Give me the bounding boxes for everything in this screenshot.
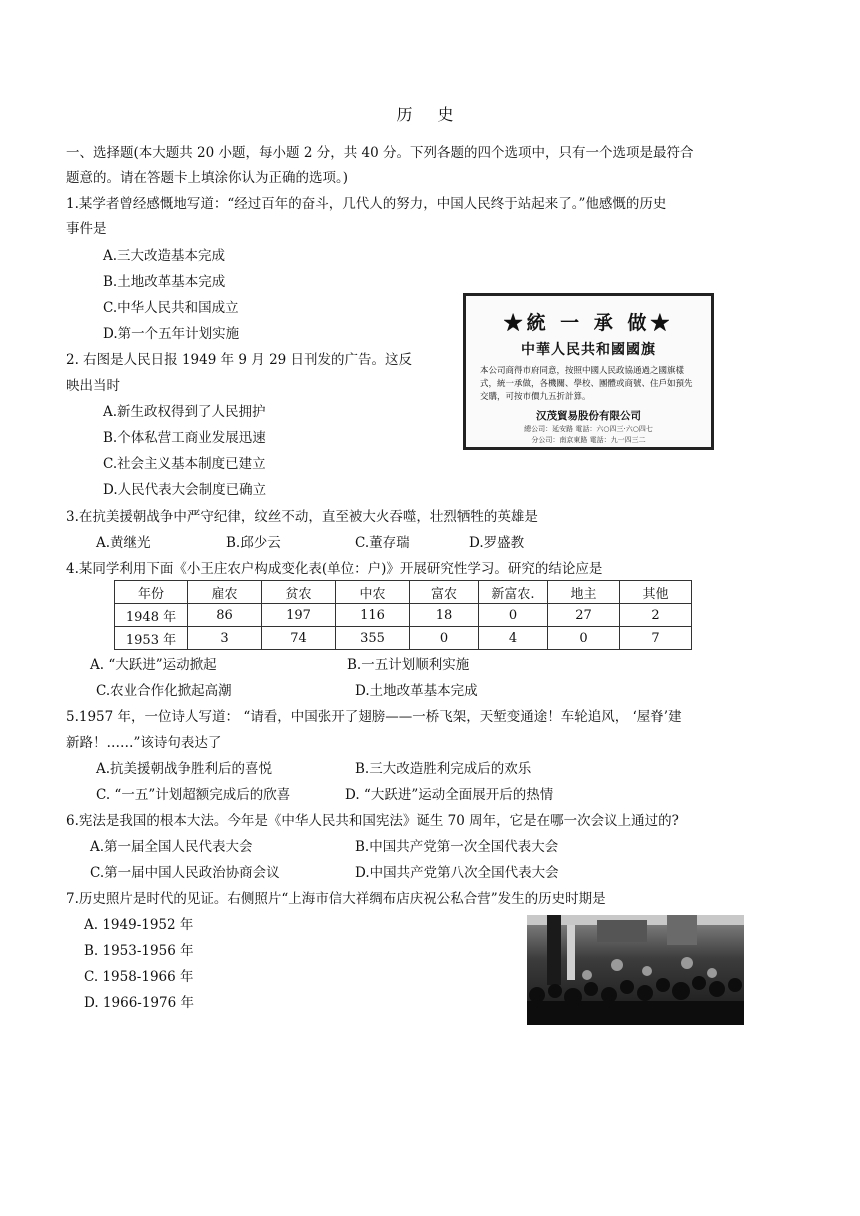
question-2-option-a: A.新生政权得到了人民拥护 (103, 404, 266, 420)
question-5-option-d: D. “大跃进”运动全面展开后的热情 (345, 787, 554, 803)
question-1-stem: 1.某学者曾经感慨地写道：“经过百年的奋斗，几代人的努力，中国人民终于站起来了。”他感慨的历史 (66, 196, 667, 212)
question-6-option-b: B.中国共产党第一次全国代表大会 (355, 839, 559, 855)
table-cell: 3 (188, 627, 262, 650)
table-cell: 116 (336, 604, 410, 627)
question-3-option-c: C.董存瑞 (355, 535, 410, 551)
question-4-option-d: D.土地改革基本完成 (355, 683, 478, 699)
table-cell: 27 (548, 604, 620, 627)
ad-address-line1: 總公司：延安路 電話：六○四三·六○四七 (524, 425, 653, 433)
question-7-stem: 7.历史照片是时代的见证。右侧照片“上海市信大祥绸布店庆祝公私合营”发生的历史时期是 (66, 891, 606, 907)
question-6-option-c: C.第一届中国人民政治协商会议 (90, 865, 280, 881)
question-2-stem: 2. 右图是人民日报 1949 年 9 月 29 日刊发的广告。这反 (66, 352, 413, 368)
question-1-option-a: A.三大改造基本完成 (103, 248, 226, 264)
question-1-option-c: C.中华人民共和国成立 (103, 300, 239, 316)
section-instruction-line1: 一、选择题(本大题共 20 小题，每小题 2 分，共 40 分。下列各题的四个选项中，只有一个选项是最符合 (66, 145, 694, 161)
table-header-cell: 地主 (548, 581, 620, 604)
question-5-option-b: B.三大改造胜利完成后的欢乐 (355, 761, 532, 777)
table-row (115, 604, 692, 627)
question-7-option-a: A. 1949-1952 年 (84, 917, 194, 933)
table-header-cell: 年份 (115, 581, 188, 604)
question-2-option-b: B.个体私营工商业发展迅速 (103, 430, 266, 446)
ad-body-text: 本公司商得市府同意，按照中國人民政協通過之國旗樣式，統一承做，各機關、學校、團體或商號、住戶如預先交購，可按市價九五折計算。 (480, 366, 693, 402)
table-cell: 1948 年 (115, 604, 188, 627)
question-4-option-a: A. “大跃进”运动掀起 (90, 657, 217, 673)
ad-company-name: 汉茂貿易股份有限公司 (536, 410, 641, 422)
table-cell: 7 (620, 627, 692, 650)
table-cell: 0 (548, 627, 620, 650)
question-3-option-a: A.黄继光 (96, 535, 151, 551)
page-title: 历 史 (396, 105, 464, 124)
question-1-option-b: B.土地改革基本完成 (103, 274, 226, 290)
question-4-stem: 4.某同学利用下面《小王庄农户构成变化表(单位：户)》开展研究性学习。研究的结论应是 (66, 561, 603, 577)
table-cell: 0 (410, 627, 479, 650)
table-cell: 197 (262, 604, 336, 627)
question-6-option-d: D.中国共产党第八次全国代表大会 (355, 865, 559, 881)
table-header-row (115, 581, 692, 604)
question-1-stem-cont: 事件是 (66, 221, 107, 237)
ad-subheadline: 中華人民共和國國旗 (521, 342, 656, 358)
section-instruction-line2: 题意的。请在答题卡上填涂你认为正确的选项。) (66, 170, 349, 186)
table-cell: 18 (410, 604, 479, 627)
table-cell: 4 (479, 627, 548, 650)
table-cell: 355 (336, 627, 410, 650)
question-7-option-c: C. 1958-1966 年 (84, 969, 194, 985)
question-7-option-d: D. 1966-1976 年 (84, 995, 194, 1011)
question-5-stem-cont: 新路！……”该诗句表达了 (66, 735, 222, 751)
table-header-cell: 雇农 (188, 581, 262, 604)
table-cell: 2 (620, 604, 692, 627)
household-composition-table (114, 580, 692, 650)
historical-photo-celebration (527, 915, 744, 1025)
question-4-option-c: C.农业合作化掀起高潮 (96, 683, 232, 699)
question-3-stem: 3.在抗美援朝战争中严守纪律，纹丝不动，直至被大火吞噬，壮烈牺牲的英雄是 (66, 509, 538, 525)
table-header-cell: 贫农 (262, 581, 336, 604)
table-header-cell: 富农 (410, 581, 479, 604)
question-6-option-a: A.第一届全国人民代表大会 (90, 839, 253, 855)
question-2-option-d: D.人民代表大会制度已确立 (103, 482, 267, 498)
table-cell: 86 (188, 604, 262, 627)
question-5-stem: 5.1957 年，一位诗人写道： “请看，中国张开了翅膀——一桥飞架，天堑变通途！车轮追风， ‘屋脊’建 (66, 709, 682, 725)
table-header-cell: 其他 (620, 581, 692, 604)
table-cell: 0 (479, 604, 548, 627)
question-7-option-b: B. 1953-1956 年 (84, 943, 194, 959)
question-5-option-c: C. “一五”计划超额完成后的欣喜 (96, 787, 291, 803)
ad-headline: ★統 一 承 做★ (503, 312, 674, 334)
question-2-option-c: C.社会主义基本制度已建立 (103, 456, 266, 472)
question-6-stem: 6.宪法是我国的根本大法。今年是《中华人民共和国宪法》诞生 70 周年，它是在哪一次会议上通过的? (66, 813, 679, 829)
question-5-option-a: A.抗美援朝战争胜利后的喜悦 (96, 761, 273, 777)
question-3-option-b: B.邱少云 (226, 535, 281, 551)
table-row (115, 627, 692, 650)
table-cell: 74 (262, 627, 336, 650)
question-1-option-d: D.第一个五年计划实施 (103, 326, 240, 342)
table-header-cell: 中农 (336, 581, 410, 604)
question-2-stem-cont: 映出当时 (66, 378, 120, 394)
question-3-option-d: D.罗盛教 (469, 535, 525, 551)
ad-address-line2: 分公司：南京東路 電話：九一四三二 (531, 436, 646, 444)
question-4-option-b: B.一五计划顺利实施 (347, 657, 470, 673)
photo-illustration (527, 915, 744, 1025)
table-header-cell: 新富农. (479, 581, 548, 604)
newspaper-advertisement-image (463, 293, 714, 450)
table-cell: 1953 年 (115, 627, 188, 650)
